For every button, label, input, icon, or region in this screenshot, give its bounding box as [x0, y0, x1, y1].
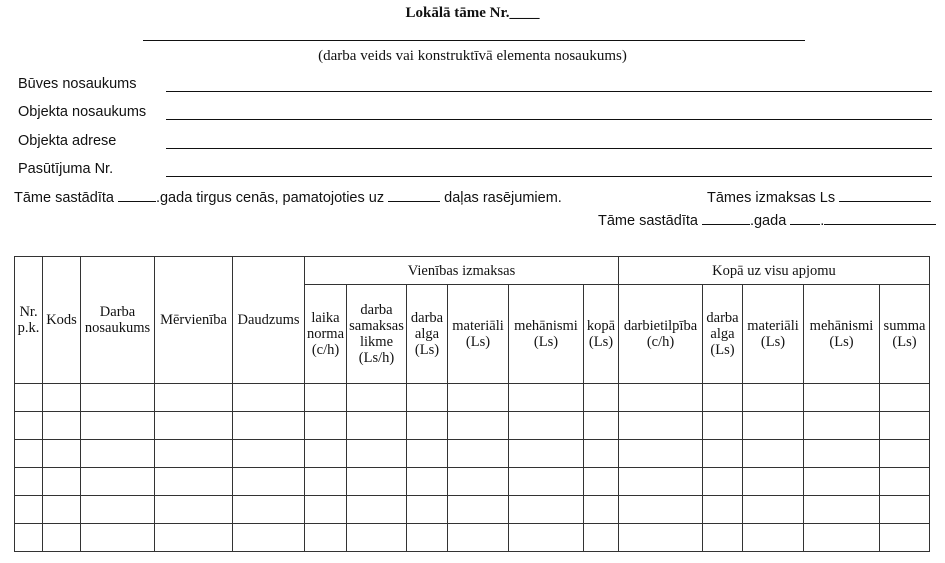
table-cell[interactable] [584, 440, 619, 468]
table-cell[interactable] [155, 384, 233, 412]
table-cell[interactable] [584, 468, 619, 496]
date-month-field[interactable] [790, 212, 820, 225]
table-row [15, 468, 930, 496]
table-cell[interactable] [509, 384, 584, 412]
table-cell[interactable] [347, 440, 407, 468]
table-cell[interactable] [155, 412, 233, 440]
table-cell[interactable] [509, 468, 584, 496]
building-name-label: Būves nosaukums [18, 76, 137, 92]
table-cell[interactable] [448, 440, 509, 468]
table-cell[interactable] [15, 468, 43, 496]
date-dot: . [820, 213, 825, 229]
table-cell[interactable] [407, 468, 448, 496]
table-cell[interactable] [347, 384, 407, 412]
table-row [15, 496, 930, 524]
object-name-field[interactable] [166, 119, 932, 120]
table-cell[interactable] [619, 412, 703, 440]
table-cell[interactable] [233, 384, 305, 412]
table-cell[interactable] [233, 524, 305, 552]
table-cell[interactable] [584, 496, 619, 524]
date-day-field[interactable] [824, 212, 936, 225]
header-darba-alga: darba alga (Ls) [407, 285, 448, 384]
page-title: Lokālā tāme Nr.____ [405, 5, 540, 21]
table-cell[interactable] [804, 496, 880, 524]
date-year-field[interactable] [702, 212, 750, 225]
table-cell[interactable] [233, 496, 305, 524]
table-cell[interactable] [804, 440, 880, 468]
table-cell[interactable] [407, 524, 448, 552]
building-name-field[interactable] [166, 91, 932, 92]
table-cell[interactable] [81, 412, 155, 440]
order-number-label: Pasūtījuma Nr. [18, 161, 114, 177]
table-cell[interactable] [155, 524, 233, 552]
table-cell[interactable] [233, 468, 305, 496]
table-cell[interactable] [43, 468, 81, 496]
table-cell[interactable] [509, 412, 584, 440]
object-name-label: Objekta nosaukums [18, 104, 147, 120]
table-cell[interactable] [155, 468, 233, 496]
object-address-field[interactable] [166, 148, 932, 149]
table-cell[interactable] [407, 384, 448, 412]
table-cell[interactable] [15, 440, 43, 468]
order-number-field[interactable] [166, 176, 932, 177]
table-cell[interactable] [43, 524, 81, 552]
table-cell[interactable] [347, 468, 407, 496]
table-cell[interactable] [743, 412, 804, 440]
table-cell[interactable] [233, 412, 305, 440]
header-unit-group: Vienības izmaksas [305, 257, 619, 285]
table-cell[interactable] [81, 468, 155, 496]
header-samaksas-likme: darba samaksas likme (Ls/h) [347, 285, 407, 384]
table-row [15, 384, 930, 412]
table-cell[interactable] [155, 496, 233, 524]
table-cell[interactable] [43, 496, 81, 524]
table-cell[interactable] [43, 440, 81, 468]
table-row [15, 524, 930, 552]
table-cell[interactable] [619, 440, 703, 468]
header-kopa: kopā (Ls) [584, 285, 619, 384]
table-cell[interactable] [880, 468, 930, 496]
cost-field[interactable] [839, 189, 931, 202]
table-cell[interactable] [509, 524, 584, 552]
table-cell[interactable] [584, 412, 619, 440]
header-total-materiali: materiāli (Ls) [743, 285, 804, 384]
table-cell[interactable] [448, 524, 509, 552]
table-row [15, 440, 930, 468]
table-cell[interactable] [804, 524, 880, 552]
header-nr: Nr. p.k. [15, 257, 43, 384]
table-cell[interactable] [448, 496, 509, 524]
table-cell[interactable] [804, 468, 880, 496]
table-cell[interactable] [347, 412, 407, 440]
table-cell[interactable] [804, 384, 880, 412]
table-cell[interactable] [880, 496, 930, 524]
table-cell[interactable] [407, 496, 448, 524]
header-total-group: Kopā uz visu apjomu [619, 257, 930, 285]
table-cell[interactable] [703, 440, 743, 468]
cost-line [707, 189, 931, 206]
table-cell[interactable] [81, 384, 155, 412]
year-field[interactable] [118, 189, 156, 202]
drawings-text: daļas rasējumiem. [444, 190, 562, 206]
header-daudzums: Daudzums [233, 257, 305, 384]
table-cell[interactable] [703, 384, 743, 412]
prepared-text: .gada tirgus cenās, pamatojoties uz [155, 190, 385, 206]
date-year-text: .gada [749, 213, 787, 229]
table-cell[interactable] [15, 524, 43, 552]
table-cell[interactable] [743, 468, 804, 496]
table-cell[interactable] [619, 524, 703, 552]
table-cell[interactable] [448, 468, 509, 496]
object-address-label: Objekta adrese [18, 133, 117, 149]
header-kods: Kods [43, 257, 81, 384]
prepared-label: Tāme sastādīta [14, 190, 114, 206]
table-cell[interactable] [305, 496, 347, 524]
table-cell[interactable] [305, 440, 347, 468]
table-cell[interactable] [347, 524, 407, 552]
table-cell[interactable] [305, 384, 347, 412]
header-total-mehanismi: mehānismi (Ls) [804, 285, 880, 384]
header-laika-norma: laika norma (c/h) [305, 285, 347, 384]
estimate-table [14, 256, 930, 552]
table-cell[interactable] [703, 496, 743, 524]
table-cell[interactable] [509, 440, 584, 468]
cost-label: Tāmes izmaksas Ls [707, 190, 836, 206]
table-cell[interactable] [233, 440, 305, 468]
table-cell[interactable] [880, 412, 930, 440]
table-row [15, 412, 930, 440]
table-cell[interactable] [305, 468, 347, 496]
table-cell[interactable] [305, 524, 347, 552]
table-cell[interactable] [81, 524, 155, 552]
table-cell[interactable] [347, 496, 407, 524]
table-cell[interactable] [743, 440, 804, 468]
header-darba-nosaukums: Darba nosaukums [81, 257, 155, 384]
work-type-line[interactable] [143, 40, 805, 41]
table-cell[interactable] [305, 412, 347, 440]
table-cell[interactable] [584, 524, 619, 552]
table-cell[interactable] [880, 440, 930, 468]
table-cell[interactable] [619, 468, 703, 496]
table-cell[interactable] [407, 440, 448, 468]
table-cell[interactable] [81, 496, 155, 524]
date-label: Tāme sastādīta [598, 213, 698, 229]
table-cell[interactable] [619, 384, 703, 412]
header-total-darba-alga: darba alga (Ls) [703, 285, 743, 384]
table-cell[interactable] [584, 384, 619, 412]
table-cell[interactable] [703, 524, 743, 552]
header-darbietilpiba: darbietilpība (c/h) [619, 285, 703, 384]
table-cell[interactable] [15, 384, 43, 412]
table-cell[interactable] [448, 384, 509, 412]
table-cell[interactable] [619, 496, 703, 524]
table-cell[interactable] [880, 524, 930, 552]
table-cell[interactable] [743, 524, 804, 552]
table-cell[interactable] [703, 412, 743, 440]
table-cell[interactable] [15, 496, 43, 524]
header-summa: summa (Ls) [880, 285, 930, 384]
table-cell[interactable] [407, 412, 448, 440]
table-cell[interactable] [743, 496, 804, 524]
table-cell[interactable] [509, 496, 584, 524]
table-cell[interactable] [743, 384, 804, 412]
table-cell[interactable] [703, 468, 743, 496]
table-cell[interactable] [81, 440, 155, 468]
table-cell[interactable] [880, 384, 930, 412]
table-cell[interactable] [804, 412, 880, 440]
table-cell[interactable] [15, 412, 43, 440]
date-line [598, 212, 936, 229]
table-cell[interactable] [43, 384, 81, 412]
header-materiali: materiāli (Ls) [448, 285, 509, 384]
section-field[interactable] [388, 189, 440, 202]
header-mehanismi: mehānismi (Ls) [509, 285, 584, 384]
work-type-caption: (darba veids vai konstruktīvā elementa nosaukums) [318, 48, 627, 64]
prepared-line [14, 189, 562, 206]
header-mervieniba: Mērvienība [155, 257, 233, 384]
table-cell[interactable] [448, 412, 509, 440]
table-cell[interactable] [43, 412, 81, 440]
table-cell[interactable] [155, 440, 233, 468]
